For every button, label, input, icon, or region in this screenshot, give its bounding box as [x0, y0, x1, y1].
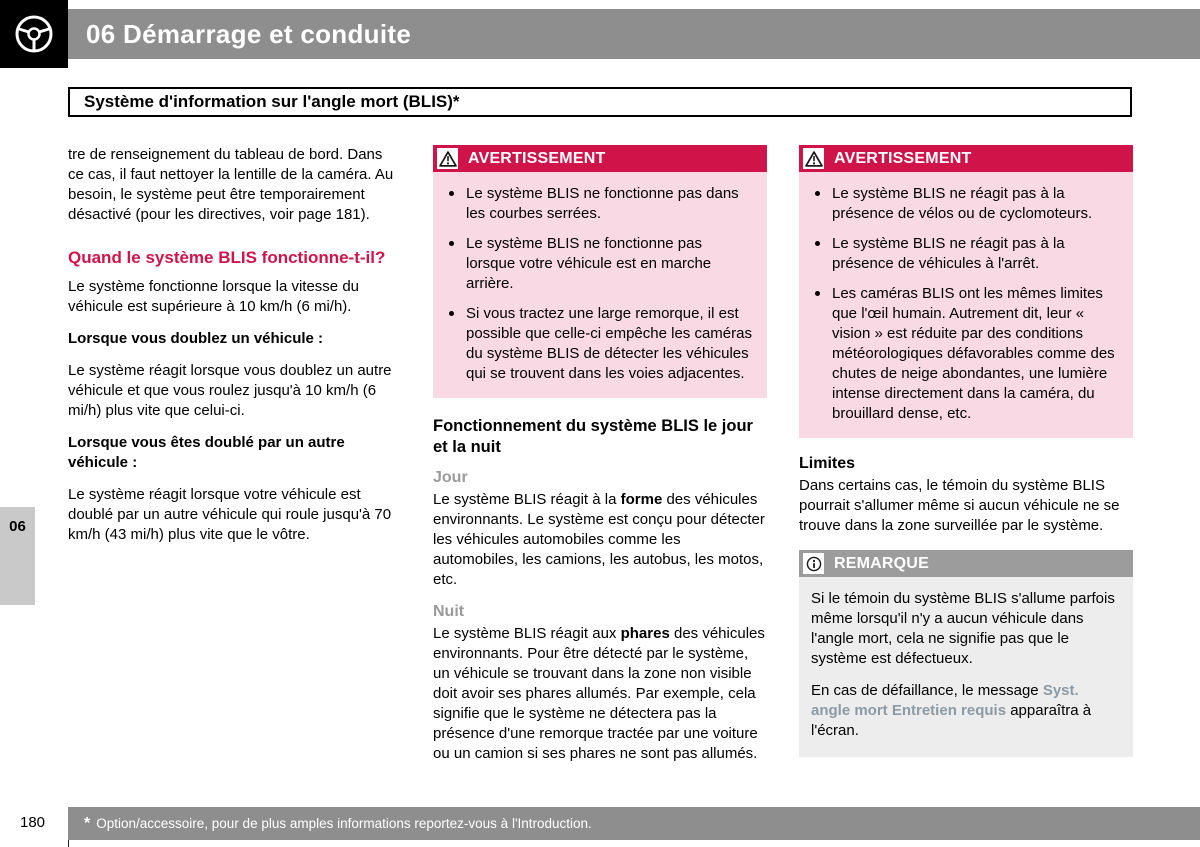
bold-text: forme — [620, 491, 663, 508]
warning-item — [443, 234, 755, 294]
display-message-text: Syst. angle mort Entretien requis — [811, 682, 1079, 719]
warning-header — [433, 145, 767, 172]
bullet-icon — [449, 191, 454, 196]
bullet-icon — [815, 241, 820, 246]
warning-box-1 — [433, 145, 767, 398]
section-title-box — [68, 87, 1132, 117]
heading-day-night-operation: Fonctionnement du système BLIS le jour et la nuit — [433, 417, 753, 456]
day-paragraph — [433, 490, 767, 590]
chapter-header-bar — [68, 9, 1200, 59]
warning-list — [443, 184, 755, 384]
info-icon — [803, 553, 824, 574]
heading-limits: Limites — [799, 455, 856, 472]
warning-text: Si vous tractez une large remorque, il est possible que celle-ci empêche les caméras du système BLIS de détecter les véhicules qui se trouvent dans les voies adjacentes. — [466, 305, 752, 382]
body-paragraph: Le système réagit lorsque votre véhicule est doublé par un autre véhicule qui roule jusqu'à 70 km/h (43 mi/h) plus vite que le vôtre. — [68, 486, 392, 543]
body-paragraph: Le système fonctionne lorsque la vitesse du véhicule est supérieure à 10 km/h (6 mi/h). — [68, 278, 359, 315]
text-run: des véhicules environnants. Pour être détecté par le système, un véhicule se trouvant dans la zone non visible doit avoir ses phares allumés. Par exemple, cela signifie que le système ne détectera pas la présence d'une remorque tractée par une voiture ou un camion si ses phares ne sont pas allumés. — [433, 625, 765, 762]
warning-body — [433, 172, 767, 398]
chapter-title: 06 Démarrage et conduite — [86, 18, 412, 49]
warning-title: AVERTISSEMENT — [834, 149, 972, 167]
warning-body — [799, 172, 1133, 438]
bullet-icon — [449, 241, 454, 246]
warning-item — [809, 234, 1121, 274]
page-number: 180 — [20, 814, 46, 831]
text-run: Le système BLIS réagit aux — [433, 625, 621, 642]
brand-logo-box — [0, 0, 68, 68]
warning-text: Les caméras BLIS ont les mêmes limites que l'œil humain. Autrement dit, leur « vision » est réduite par des conditions météorologiques défavorables comme des chutes de neige abondantes, une lumière intense directement dans la caméra, du brouillard dense, etc. — [832, 285, 1115, 422]
warning-item — [443, 304, 755, 384]
note-title: REMARQUE — [834, 554, 929, 572]
warning-triangle-icon — [803, 148, 824, 169]
warning-title: AVERTISSEMENT — [468, 149, 606, 167]
chapter-number: 06 — [9, 518, 26, 535]
bullet-icon — [815, 291, 820, 296]
warning-box-2 — [799, 145, 1133, 438]
footer-bar — [68, 807, 1200, 840]
night-paragraph — [433, 624, 767, 764]
chapter-side-tab — [0, 507, 35, 605]
note-body — [799, 577, 1133, 757]
body-paragraph: Le système réagit lorsque vous doublez un autre véhicule et que vous roulez jusqu'à 10 km/h (6 mi/h) plus vite que celui-ci. — [68, 362, 392, 419]
bold-label-being-overtaken: Lorsque vous êtes doublé par un autre véhicule : — [68, 434, 345, 471]
footnote-asterisk: * — [84, 814, 91, 832]
text-run: En cas de défaillance, le message — [811, 682, 1043, 699]
warning-list — [809, 184, 1121, 424]
body-paragraph: Dans certains cas, le témoin du système BLIS pourrait s'allumer même si aucun véhicule ne se trouve dans la zone surveillée par le système. — [799, 477, 1120, 534]
bold-text: phares — [620, 625, 670, 642]
subheading-night: Nuit — [433, 603, 465, 620]
warning-text: Le système BLIS ne réagit pas à la présence de véhicules à l'arrêt. — [832, 235, 1065, 272]
warning-item — [809, 184, 1121, 224]
warning-text: Le système BLIS ne fonctionne pas dans les courbes serrées. — [466, 185, 739, 222]
column-right — [799, 145, 1133, 757]
warning-text: Le système BLIS ne réagit pas à la présence de vélos ou de cyclomoteurs. — [832, 185, 1093, 222]
bullet-icon — [449, 311, 454, 316]
column-middle — [433, 145, 767, 776]
warning-header — [799, 145, 1133, 172]
bold-label-overtaking: Lorsque vous doublez un véhicule : — [68, 330, 324, 347]
warning-triangle-icon — [437, 148, 458, 169]
heading-when-blis-works: Quand le système BLIS fonctionne-t-il? — [68, 248, 386, 267]
subheading-day: Jour — [433, 469, 468, 486]
text-run: apparaîtra à l'écran. — [811, 702, 1092, 739]
note-header — [799, 550, 1133, 577]
bullet-icon — [815, 191, 820, 196]
steering-wheel-icon — [13, 13, 55, 55]
warning-item — [809, 284, 1121, 424]
note-paragraph — [811, 681, 1121, 741]
warning-text: Le système BLIS ne fonctionne pas lorsque votre véhicule est en marche arrière. — [466, 235, 712, 292]
note-box — [799, 550, 1133, 757]
text-run: Le système BLIS réagit à la — [433, 491, 621, 508]
warning-item — [443, 184, 755, 224]
body-paragraph: tre de renseignement du tableau de bord. Dans ce cas, il faut nettoyer la lentille de la caméra. Au besoin, le système peut être temporairement désactivé (pour les directives, voir page 181). — [68, 146, 394, 223]
footnote-text: Option/accessoire, pour de plus amples informations reportez-vous à l'Introduction. — [96, 816, 592, 831]
section-title: Système d'information sur l'angle mort (BLIS)* — [84, 92, 460, 111]
column-left — [68, 145, 402, 557]
text-run: des véhicules environnants. Le système est conçu pour détecter les véhicules automobiles comme les automobiles, les camions, les autobus, les motos, etc. — [433, 491, 765, 588]
note-paragraph: Si le témoin du système BLIS s'allume parfois même lorsqu'il n'y a aucun véhicule dans l'angle mort, cela ne signifie pas que le système est défectueux. — [811, 590, 1115, 667]
